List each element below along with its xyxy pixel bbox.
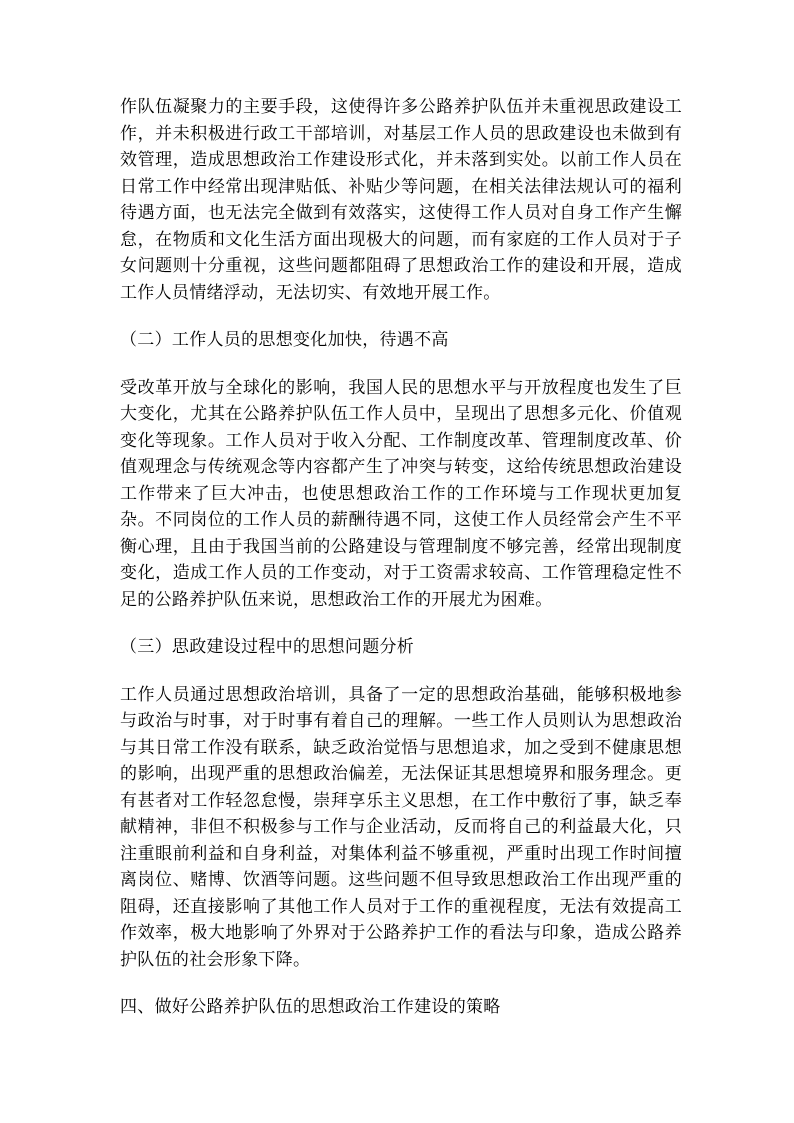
section-heading-2: （二）工作人员的思想变化加快，待遇不高 bbox=[120, 330, 449, 350]
section-heading-4: 四、做好公路养护队伍的思想政治工作建设的策略 bbox=[120, 997, 501, 1017]
document-body bbox=[120, 94, 682, 1021]
paragraph-ideological-building-problems: 作队伍凝聚力的主要手段，这使得许多公路养护队伍并未重视思政建设工作，并未积极进行政工干部培训，对基层工作人员的思政建设也未做到有效管理，造成思想政治工作建设形式化，并未落到实处。以前工作人员在日常工作中经常出现津贴低、补贴少等问题，在相关法律法规认可的福利待遇方面，也无法完全做到有效落实，这使得工作人员对自身工作产生懈怠，在物质和文化生活方面出现极大的问题，而有家庭的工作人员对于子女问题则十分重视，这些问题都阻碍了思想政治工作的建设和开展，造成工作人员情绪浮动，无法切实、有效地开展工作。 bbox=[120, 97, 682, 303]
paragraph-thought-problem-analysis: 工作人员通过思想政治培训，具备了一定的思想政治基础，能够积极地参与政治与时事，对于时事有着自己的理解。一些工作人员则认为思想政治与其日常工作没有联系，缺乏政治觉悟与思想追求，加之受到不健康思想的影响，出现严重的思想政治偏差，无法保证其思想境界和服务理念。更有甚者对工作轻忽怠慢，崇拜享乐主义思想，在工作中敷衍了事，缺乏奉献精神，非但不积极参与工作与企业活动，反而将自己的利益最大化，只注重眼前利益和自身利益，对集体利益不够重视，严重时出现工作时间擅离岗位、赌博、饮酒等问题。这些问题不但导致思想政治工作出现严重的阻碍，还直接影响了其他工作人员对于工作的重视程度，无法有效提高工作效率，极大地影响了外界对于公路养护工作的看法与印象，造成公路养护队伍的社会形象下降。 bbox=[120, 684, 682, 970]
section-heading-3: （三）思政建设过程中的思想问题分析 bbox=[120, 637, 415, 657]
paragraph-thought-changes: 受改革开放与全球化的影响，我国人民的思想水平与开放程度也发生了巨大变化，尤其在公路养护队伍工作人员中，呈现出了思想多元化、价值观变化等现象。工作人员对于收入分配、工作制度改革、管理制度改革、价值观理念与传统观念等内容都产生了冲突与转变，这给传统思想政治建设工作带来了巨大冲击，也使思想政治工作的工作环境与工作现状更加复杂。不同岗位的工作人员的薪酬待遇不同，这使工作人员经常会产生不平衡心理，且由于我国当前的公路建设与管理制度不够完善，经常出现制度变化，造成工作人员的工作变动，对于工资需求较高、工作管理稳定性不足的公路养护队伍来说，思想政治工作的开展尤为困难。 bbox=[120, 377, 682, 610]
